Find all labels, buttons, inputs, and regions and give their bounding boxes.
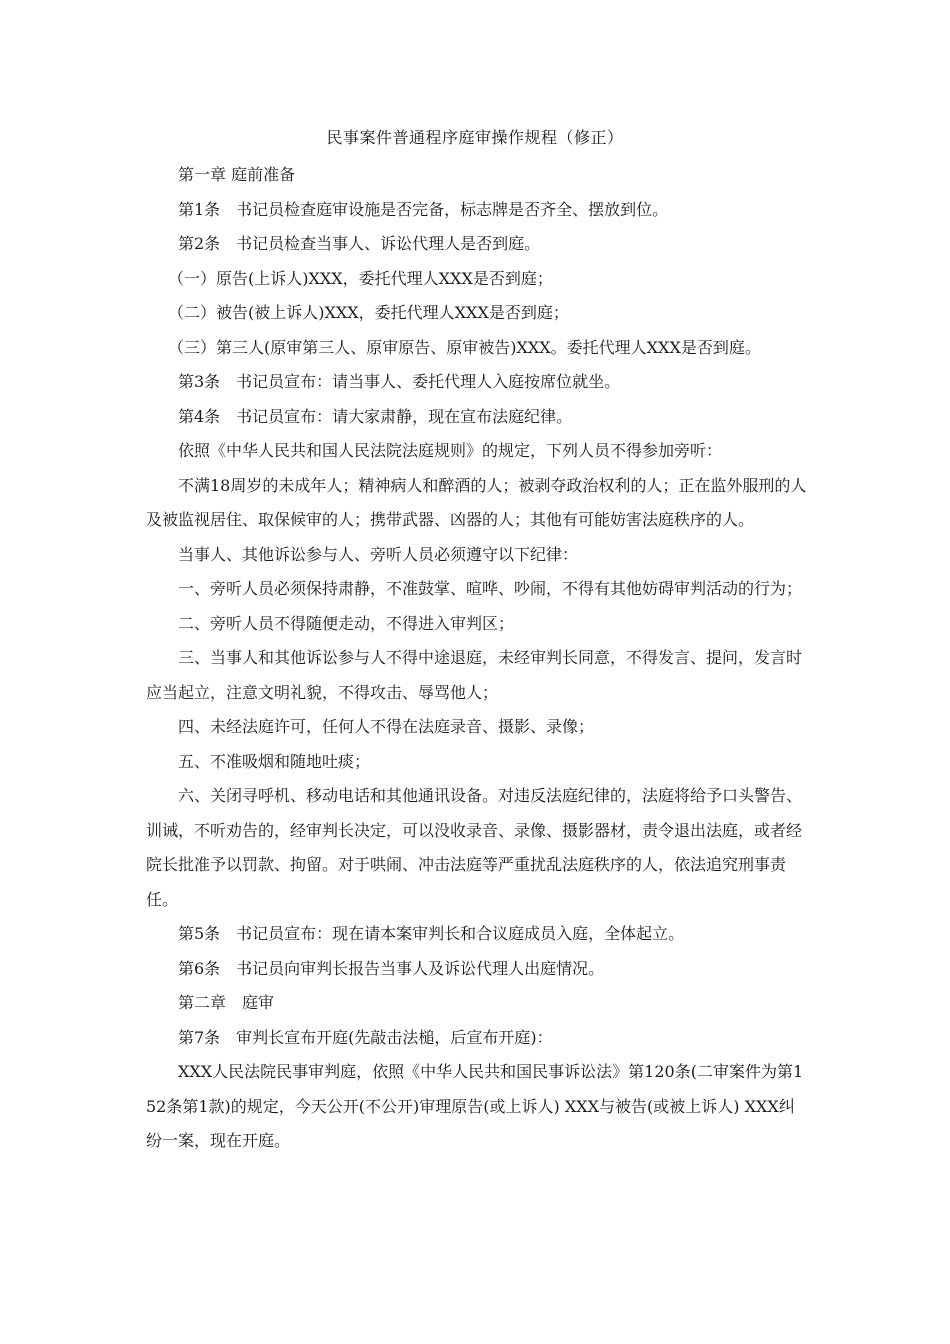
article-paragraph: 第4条 书记员宣布：请大家肃静，现在宣布法庭纪律。 [178,406,573,426]
body-paragraph: XXX人民法院民事审判庭，依照《中华人民共和国民事诉讼法》第120条(二审案件为第152条第1款)的规定，今天公开(不公开)审理原告(或上诉人) XXX与被告(或被上诉人) XXX纠纷一案，现在开庭。 [146,1062,804,1150]
document-body [146,158,810,1159]
article-paragraph: 第3条 书记员宣布：请当事人、委托代理人入庭按席位就坐。 [178,372,621,391]
rule-item: 六、关闭寻呼机、移动电话和其他通讯设备。对违反法庭纪律的，法庭将给予口头警告、训诫，不听劝告的，经审判长决定，可以没收录音、录像、摄影器材，责令退出法庭，或者经院长批准予以罚款、拘留。对于哄闹、冲击法庭等严重扰乱法庭秩序的人，依法追究刑事责任。 [146,786,803,909]
rule-item: 二、旁听人员不得随便走动，不得进入审判区； [178,613,515,633]
list-item: （二）被告(被上诉人)XXX，委托代理人XXX是否到庭； [168,303,569,322]
list-item: （三）第三人(原审第三人、原审原告、原审被告)XXX。委托代理人XXX是否到庭。 [168,337,761,357]
chapter-heading: 第二章 庭审 [178,993,275,1012]
body-paragraph: 当事人、其他诉讼参与人、旁听人员必须遵守以下纪律： [178,544,579,564]
article-paragraph: 第7条 审判长宣布开庭(先敲击法槌，后宣布开庭)： [178,1027,553,1047]
article-paragraph: 第6条 书记员向审判长报告当事人及诉讼代理人出庭情况。 [178,958,605,978]
rule-item: 三、当事人和其他诉讼参与人不得中途退庭，未经审判长同意，不得发言、提问，发言时应当起立，注意文明礼貌，不得攻击、辱骂他人； [146,648,803,702]
rule-item: 四、未经法庭许可，任何人不得在法庭录音、摄影、录像； [178,717,595,736]
rule-item: 五、不准吸烟和随地吐痰； [178,751,371,771]
rule-item: 一、旁听人员必须保持肃静，不准鼓掌、喧哗、吵闹，不得有其他妨碍审判活动的行为； [178,579,803,598]
article-paragraph: 第2条 书记员检查当事人、诉讼代理人是否到庭。 [178,234,541,253]
article-paragraph: 第1条 书记员检查庭审设施是否完备，标志牌是否齐全、摆放到位。 [178,199,669,219]
body-paragraph: 依照《中华人民共和国人民法院法庭规则》的规定，下列人员不得参加旁听： [178,441,723,460]
chapter-heading: 第一章 庭前准备 [178,165,296,184]
list-item: （一）原告(上诉人)XXX，委托代理人XXX是否到庭； [168,268,553,288]
body-paragraph: 不满18周岁的未成年人；精神病人和醉酒的人；被剥夺政治权利的人；正在监外服刑的人及被监视居住、取保候审的人；携带武器、凶器的人；其他有可能妨害法庭秩序的人。 [146,475,807,529]
article-paragraph: 第5条 书记员宣布：现在请本案审判长和合议庭成员入庭，全体起立。 [178,924,685,943]
document-title: 民事案件普通程序庭审操作规程（修正） [326,128,624,147]
